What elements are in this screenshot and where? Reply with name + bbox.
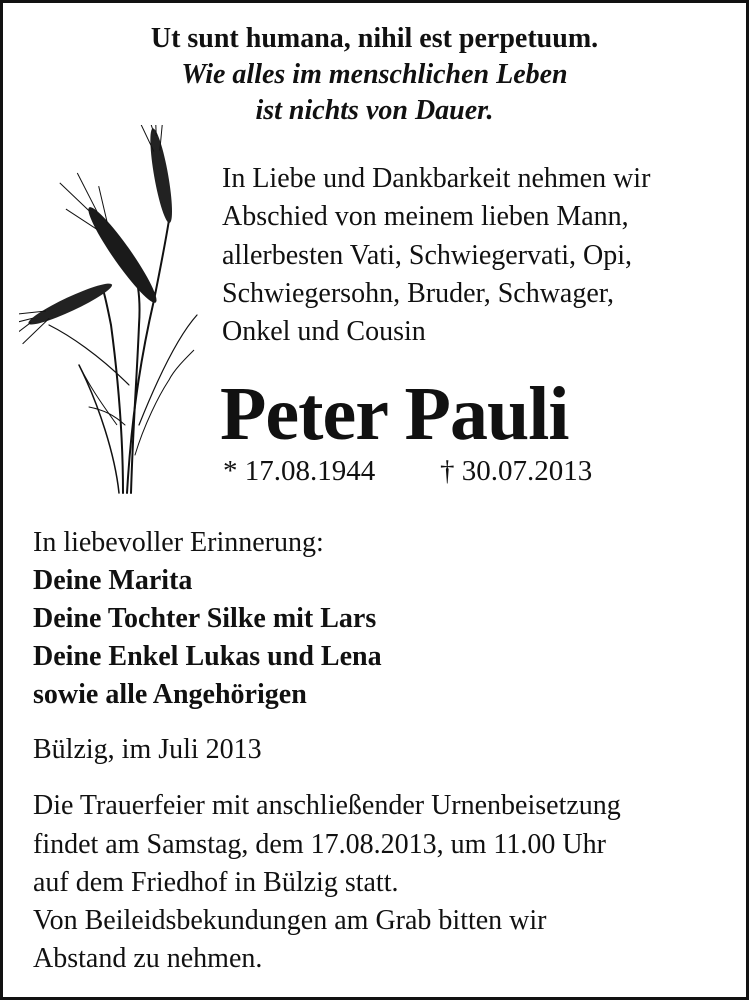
mourner-line-2: Deine Tochter Silke mit Lars [33,603,377,634]
mourner-line-4: sowie alle Angehörigen [33,679,307,710]
motto-german-line-2: ist nichts von Dauer. [255,95,494,126]
death-date: † 30.07.2013 [440,455,593,487]
motto-latin: Ut sunt humana, nihil est perpetuum. [150,23,599,54]
intro-line-1: In Liebe und Dankbarkeit nehmen wir [222,163,651,194]
memory-heading: In liebevoller Erinnerung: [33,527,324,558]
ceremony-line-4: Von Beileidsbekundungen am Grab bitten wir [33,905,547,936]
wheat-ears-icon [19,125,209,500]
intro-line-2: Abschied von meinem lieben Mann, [222,201,629,232]
ceremony-line-5: Abstand zu nehmen. [33,943,263,974]
intro-line-5: Onkel und Cousin [222,316,426,347]
ceremony-line-2: findet am Samstag, dem 17.08.2013, um 11.00 Uhr [33,829,606,860]
intro-line-4: Schwiegersohn, Bruder, Schwager, [222,278,614,309]
ceremony-line-3: auf dem Friedhof in Bülzig statt. [33,867,399,898]
ceremony-line-1: Die Trauerfeier mit anschließender Urnenbeisetzung [33,790,621,821]
intro-line-3: allerbesten Vati, Schwiegervati, Opi, [222,240,633,271]
birth-date: * 17.08.1944 [223,455,376,487]
motto-german-line-1: Wie alles im menschlichen Leben [181,59,568,90]
place-date: Bülzig, im Juli 2013 [33,734,262,765]
mourner-line-3: Deine Enkel Lukas und Lena [33,641,382,672]
deceased-name: Peter Pauli [220,372,569,456]
mourner-line-1: Deine Marita [33,565,193,596]
